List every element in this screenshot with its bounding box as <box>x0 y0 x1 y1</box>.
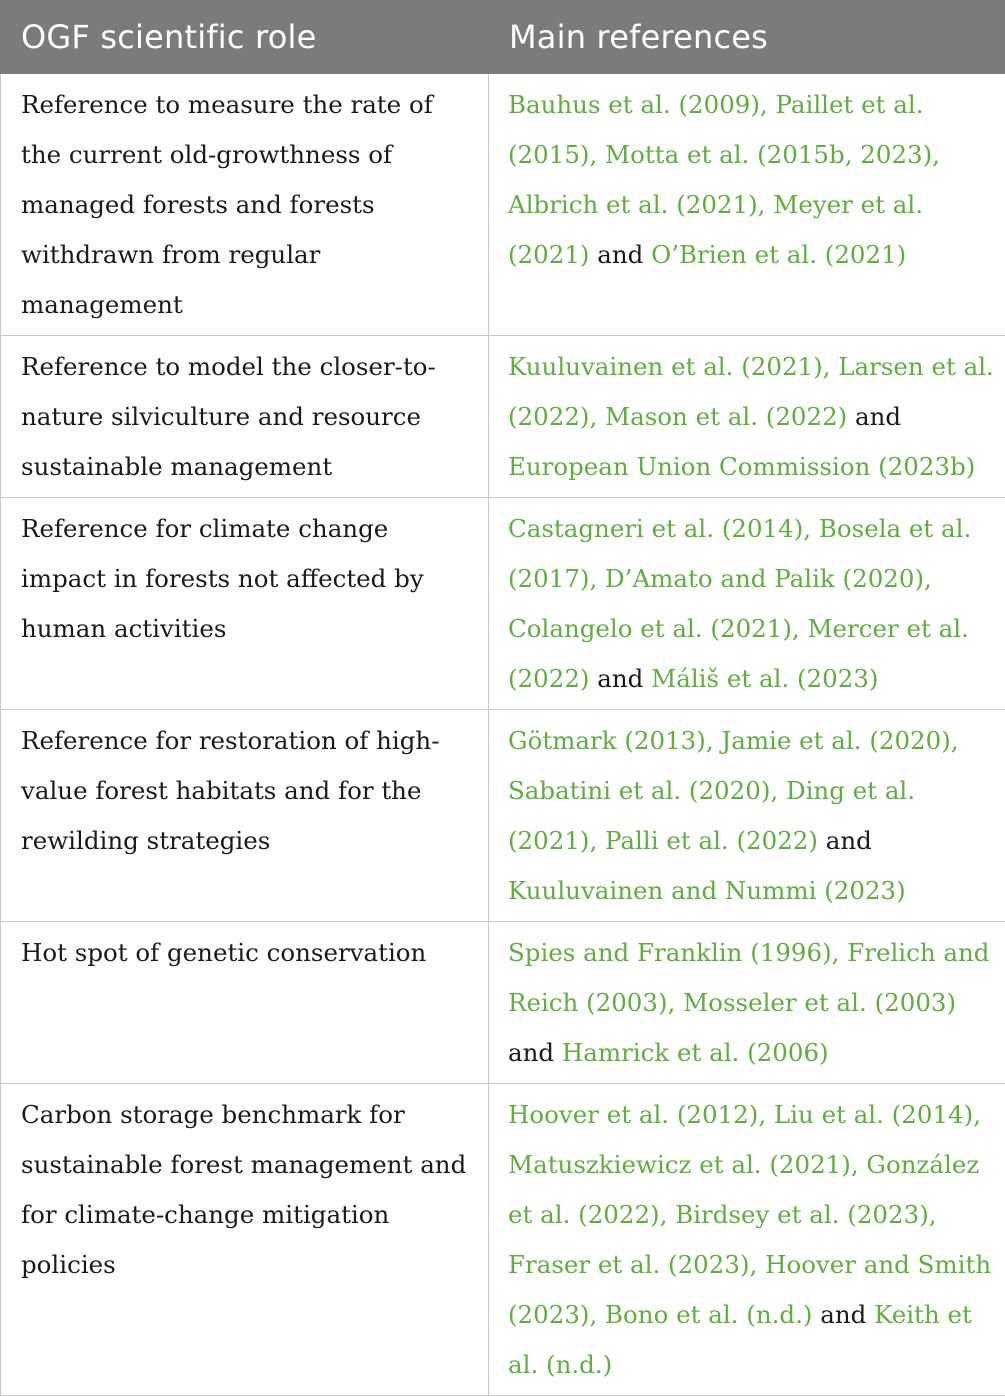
references-cell <box>489 922 1005 1084</box>
reference-link[interactable]: O’Brien et al. (2021) <box>651 240 906 269</box>
reference-link[interactable]: European Union Commission (2023b) <box>508 452 975 481</box>
header-main-references: Main references <box>489 1 1005 74</box>
header-ogf-role: OGF scientific role <box>1 1 489 74</box>
conjunction-text: and <box>508 1038 562 1067</box>
role-cell: Carbon storage benchmark for sustainable forest management and for climate-change mitigation policies <box>1 1084 489 1396</box>
reference-link[interactable]: Máliš et al. (2023) <box>651 664 878 693</box>
role-cell: Reference to measure the rate of the current old-growthness of managed forests and forests withdrawn from regular management <box>1 74 489 336</box>
reference-link[interactable]: Kuuluvainen and Nummi (2023) <box>508 876 906 905</box>
table-row <box>1 922 1005 1084</box>
conjunction-text: and <box>589 240 651 269</box>
role-cell: Reference for restoration of high-value forest habitats and for the rewilding strategies <box>1 710 489 922</box>
role-cell: Reference to model the closer-to-nature silviculture and resource sustainable management <box>1 336 489 498</box>
header-row <box>1 1 1005 74</box>
reference-link[interactable]: Spies and Franklin (1996), Frelich and Reich (2003), Mosseler et al. (2003) <box>508 938 989 1017</box>
references-cell <box>489 710 1005 922</box>
references-cell <box>489 498 1005 710</box>
reference-link[interactable]: Keith et al. (n.d.) <box>508 1300 972 1379</box>
conjunction-text: and <box>847 402 901 431</box>
references-cell <box>489 1084 1005 1396</box>
references-cell <box>489 336 1005 498</box>
reference-link[interactable]: Götmark (2013), Jamie et al. (2020), Sabatini et al. (2020), Ding et al. (2021), Palli et al. (2022) <box>508 726 959 855</box>
reference-link[interactable]: Hamrick et al. (2006) <box>562 1038 829 1067</box>
role-cell: Reference for climate change impact in forests not affected by human activities <box>1 498 489 710</box>
references-cell <box>489 74 1005 336</box>
table-row <box>1 498 1005 710</box>
conjunction-text: and <box>818 826 872 855</box>
table-row <box>1 1084 1005 1396</box>
table-row <box>1 336 1005 498</box>
reference-link[interactable]: Kuuluvainen et al. (2021), Larsen et al. (2022), Mason et al. (2022) <box>508 352 994 431</box>
reference-link[interactable]: Castagneri et al. (2014), Bosela et al. (2017), D’Amato and Palik (2020), Colangelo et al. (2021), Mercer et al. (2022) <box>508 514 971 693</box>
table-row <box>1 74 1005 336</box>
conjunction-text: and <box>589 664 651 693</box>
role-cell: Hot spot of genetic conservation <box>1 922 489 1084</box>
reference-link[interactable]: Hoover et al. (2012), Liu et al. (2014), Matuszkiewicz et al. (2021), González et al. (2022), Birdsey et al. (2023), Fraser et al. (2023), Hoover and Smith (2023), Bono et al. (n.d.) <box>508 1100 991 1329</box>
reference-link[interactable]: Bauhus et al. (2009), Paillet et al. (2015), Motta et al. (2015b, 2023), Albrich et al. (2021), Meyer et al. (2021) <box>508 90 940 269</box>
conjunction-text: and <box>812 1300 874 1329</box>
table-row <box>1 710 1005 922</box>
